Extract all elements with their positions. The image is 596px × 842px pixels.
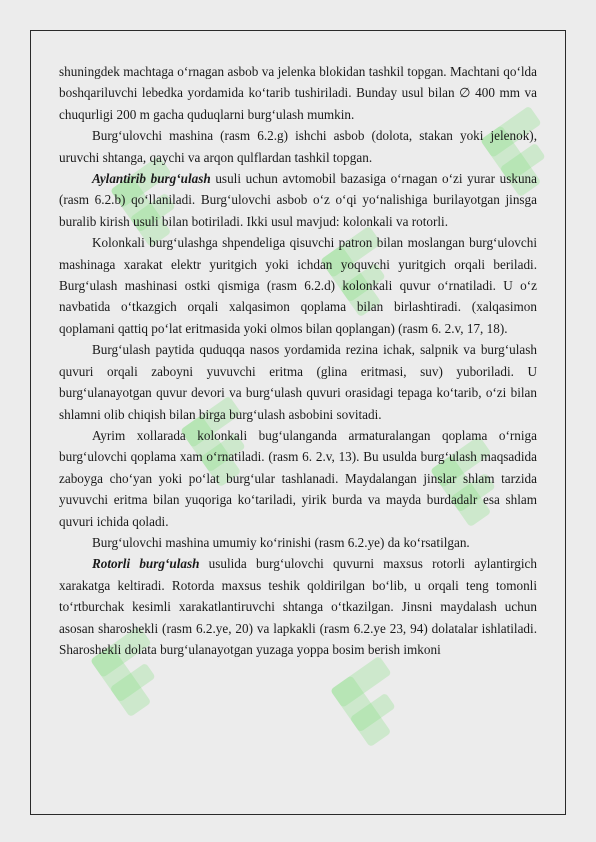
paragraph-3 (59, 168, 537, 232)
paragraph-4 (59, 232, 537, 339)
paragraph-text: Burg‘ulash paytida quduqqa nasos yordamida rezina ichak, salpnik va burg‘ulash quvuri orqali zaboyni yuvuvchi eritma (glina eritmasi, suv) yuboriladi. U burg‘ulanayotgan quvur devori va burg‘ulash quvuri orasidagi tepaga ko‘tarib, o‘zi bilan shlamni olib chiqish bilan birga burg‘ulash asbobini sovitadi. (59, 342, 537, 422)
paragraph-5 (59, 339, 537, 425)
paragraph-1 (59, 61, 537, 125)
paragraph-lead-term: Aylantirib burg‘ulash (92, 171, 211, 187)
paragraph-8 (59, 553, 537, 660)
document-body (59, 61, 537, 660)
paragraph-text: Kolonkali burg‘ulashga shpendeliga qisuvchi patron bilan moslangan burg‘ulovchi mashinaga xarakat elektr yuritgich yoki ichdan yoquvchi yuritgich orqali beriladi. Burg‘ulash mashinasi ostki qismiga (rasm 6.2.d) kolonkali quvur o‘rnatiladi. U o‘z navbatida o‘tkazgich orqali xalqasimon qoplama bilan birlashtiradi. (xalqasimon qoplamani qattiq po‘lat eritmasida yoki olmos bilan qoplangan) (rasm 6. 2.v, 17, 18). (59, 235, 537, 336)
paragraph-text: usuli uchun avtomobil bazasiga o‘rnagan o‘zi yurar uskuna (rasm 6.2.b) qo‘llaniladi. Burg‘ulovchi asbob o‘z o‘qi yo‘nalishiga burilayotgan jinsga buralib kirish usuli bilan botiriladi. Ikki usul mavjud: kolonkali va rotorli. (59, 171, 537, 229)
paragraph-2 (59, 125, 537, 168)
paragraph-lead-term: Rotorli burg‘ulash (92, 556, 200, 572)
paragraph-6 (59, 425, 537, 532)
paragraph-text: Ayrim xollarada kolonkali bug‘ulanganda armaturalangan qoplama o‘rniga burg‘ulovchi qoplama xam o‘rnatiladi. (rasm 6. 2.v, 13). Bu usulda burg‘ulash maqsadida zaboyga cho‘yan yoki po‘lat burg‘ular tashlanadi. Maydalangan jinslar shlam tarzida yuvuvchi eritma bilan yuqoriga ko‘tariladi, yirik burda va mayda burdadalr esa shlam quvuri ichida qoladi. (59, 427, 537, 529)
paragraph-text: shuningdek machtaga o‘rnagan asbob va jelenka blokidan tashkil topgan. Machtani qo‘lda boshqariluvchi lebedka yordamida ko‘tarib tushiriladi. Bunday usul bilan ∅ 400 mm va chuqurligi 200 m gacha quduqlarni burg‘ulash mumkin. (59, 64, 537, 122)
paragraph-text: Burg‘ulovchi mashina umumiy ko‘rinishi (rasm 6.2.ye) da ko‘rsatilgan. (92, 534, 470, 550)
paragraph-text: usulida burg‘ulovchi quvurni maxsus rotorli aylantirgich xarakatga keltiradi. Rotorda maxsus teshik qoldirilgan bo‘lib, u orqali teng tomonli to‘rtburchak kesimli xarakatlantiruvchi shtanga o‘tkazilgan. Jinsni maydalash uchun asosan sharoshekli (rasm 6.2.ye, 20) va lapkakli (rasm 6.2.ye 23, 94) dolatalar ishlatiladi. Sharoshekli dolata burg‘ulanayotgan yuzaga yoppa bosim berish imkoni (59, 556, 537, 657)
paragraph-7 (59, 532, 537, 553)
paragraph-text: Burg‘ulovchi mashina (rasm 6.2.g) ishchi asbob (dolota, stakan yoki jelenok), uruvchi shtanga, qaychi va arqon qulflardan tashkil topgan. (59, 128, 537, 165)
